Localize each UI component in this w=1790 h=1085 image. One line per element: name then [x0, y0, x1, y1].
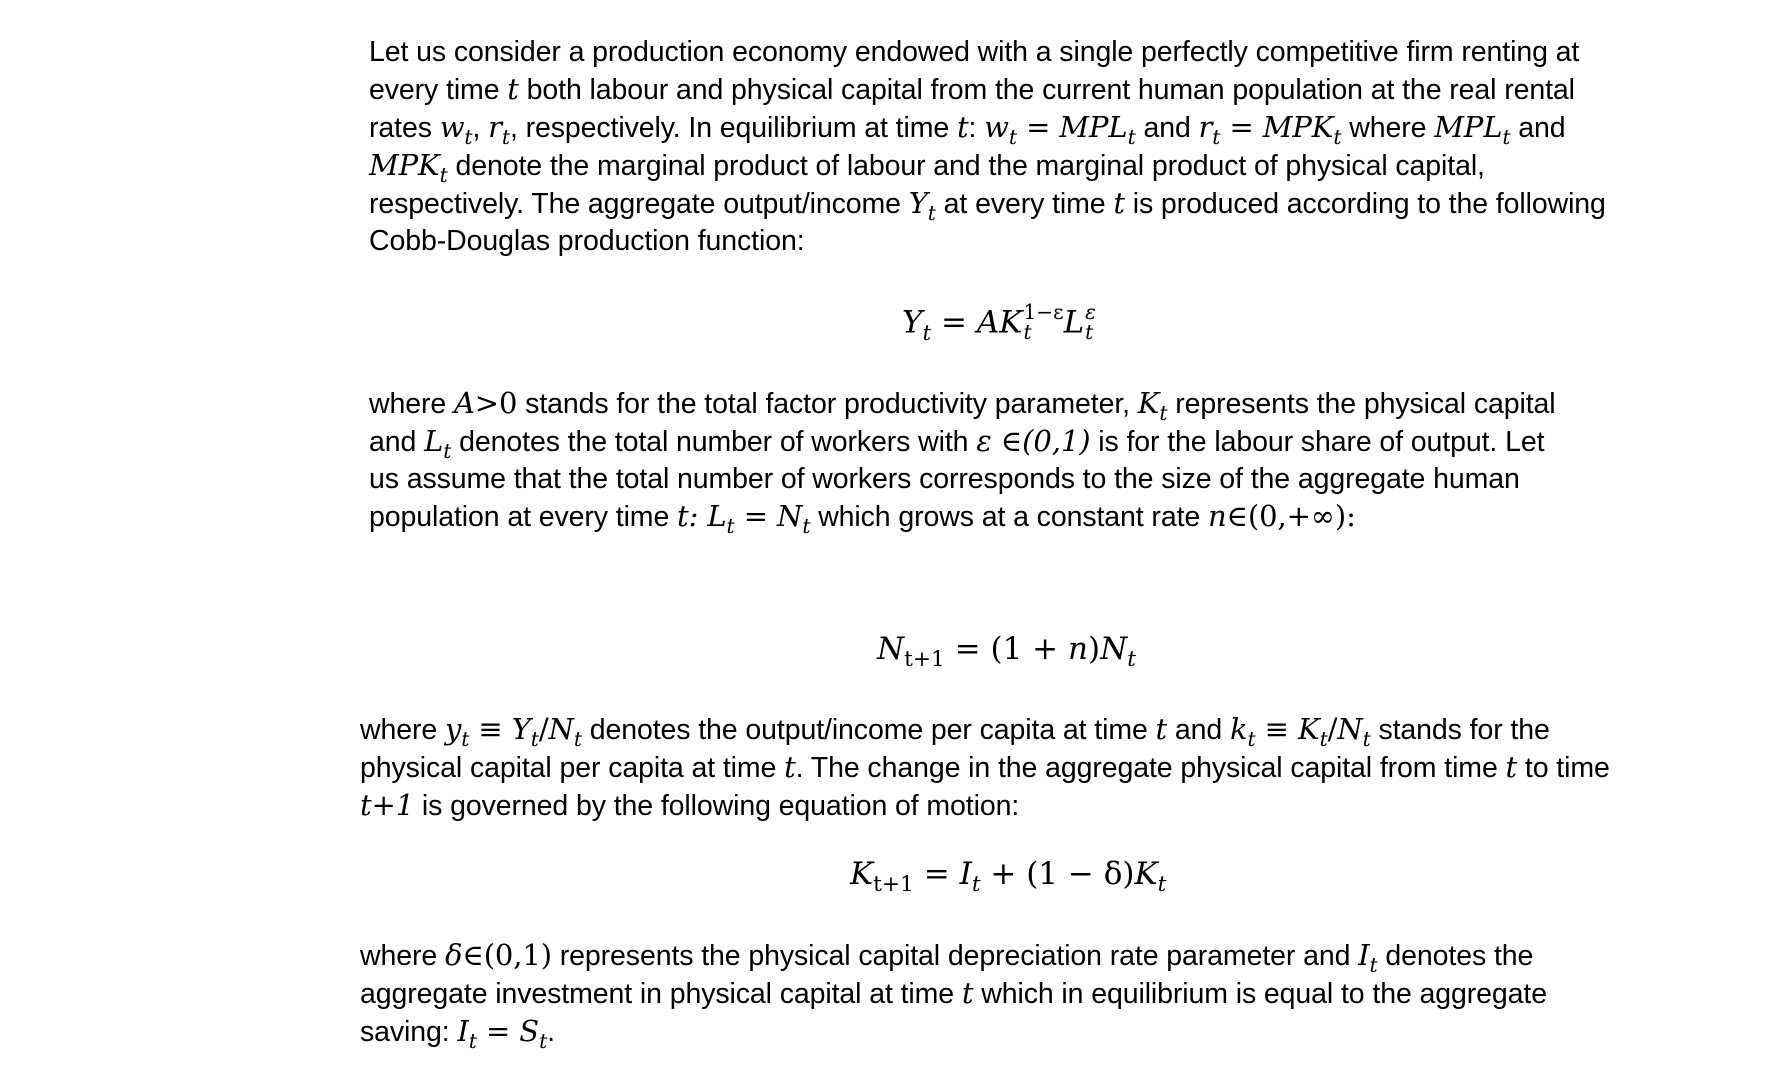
equation-cobb-douglas: $Y_t$ = AK 1−ε t L ε t: [902, 300, 1096, 346]
wage-equilibrium: $w_t = MPL_t$: [984, 110, 1136, 149]
paragraph-production-economy: Let us consider a production economy endowed with a single perfectly competitive firm renting at every time t both labour and physical capital from the current human population at the real rental rates $w_t$, $r_t$, respectively. In equilibrium at time t: $w_t = MPL_t$ and $r_t = MPK_t$ where $MPL_t$ and $MPK_t$ denote the marginal product of labour and the marginal product of physical capital, respectively. The aggregate output/income $Y_t$ at every time t is produced according to the following Cobb-Douglas production function:: [369, 36, 1606, 257]
paragraph-parameters: where A>0 stands for the total factor productivity parameter, $K_t$ represents the physical capital and $L_t$ denotes the total number of workers with ε ∈(0,1) is for the labour share of output. Let us assume that the total number of workers corresponds to the size of the aggregate human population at every time t: $L_t = N_t$ which grows at a constant rate n∈(0,+∞):: [369, 386, 1556, 538]
equation-population-growth: $N_{t+1} = (1 + n)N_t$: [877, 631, 1136, 673]
rent-equilibrium: $r_t = MPK_t$: [1198, 110, 1342, 149]
paragraph-per-capita: where $y_t \equiv Y_t/N_t$ denotes the output/income per capita at time t and $k_t \equiv K_t/N_t$ stands for the physical capital per capita at time t. The change in the aggregate physical capital from time t to time t+1 is governed by the following equation of motion:: [360, 712, 1610, 822]
equation-capital-motion: $K_{t+1} = I_t + (1 - \delta)K_t$: [850, 856, 1167, 898]
paragraph-depreciation: where δ∈(0,1) represents the physical capital depreciation rate parameter and $I_t$ denotes the aggregate investment in physical capital at time t which in equilibrium is equal to the aggregate saving: $I_t = S_t$.: [360, 938, 1547, 1053]
